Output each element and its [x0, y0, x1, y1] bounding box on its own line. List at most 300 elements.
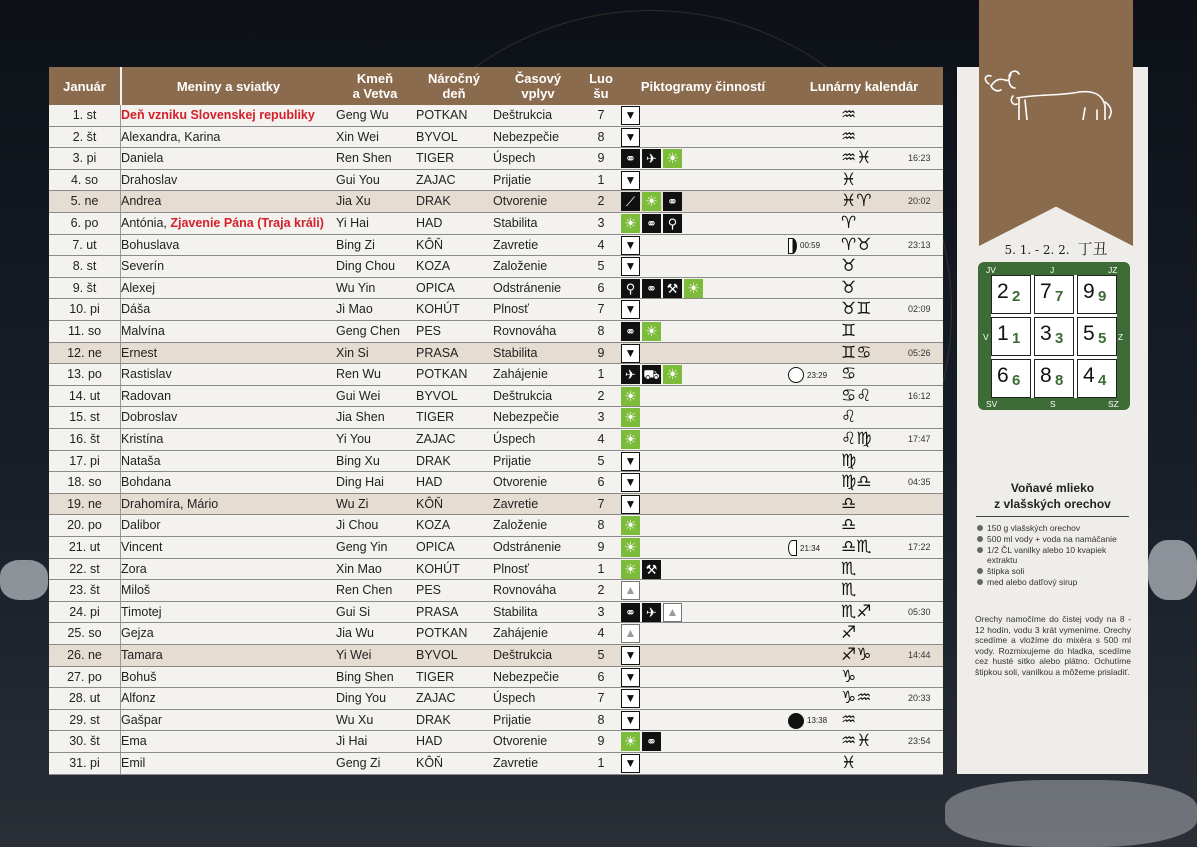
animal-cell: BYVOL — [416, 129, 458, 144]
table-row — [49, 451, 943, 473]
sun-icon: ☀ — [663, 149, 682, 168]
zodiac-sign: ♎♏ — [841, 537, 872, 557]
influence-cell: Plnosť — [493, 561, 529, 576]
day-cell: 23. št — [69, 583, 100, 598]
names-cell — [121, 451, 333, 473]
luo-cell: 1 — [597, 367, 605, 382]
dir-sv: SV — [986, 399, 998, 409]
zodiac-change-time: 14:44 — [908, 650, 931, 660]
luo-shu-base: 3 — [1040, 322, 1052, 345]
luo-cell: 9 — [597, 345, 605, 360]
rings-icon: ⚭ — [642, 732, 661, 751]
day-cell: 14. ut — [68, 388, 101, 403]
influence-cell: Založenie — [493, 518, 548, 533]
header-kmen: Kmeň a Vetva — [352, 71, 398, 101]
animal-cell: OPICA — [416, 540, 455, 554]
luo-cell: 4 — [597, 432, 605, 446]
name-text: Nataša — [121, 453, 161, 468]
animal-cell: ZAJAC — [416, 172, 456, 187]
luo-shu-star: 4 — [1098, 372, 1107, 389]
kmen-cell: Ren Wu — [336, 367, 381, 382]
table-row — [49, 472, 943, 494]
luo-cell: 7 — [597, 302, 605, 317]
zodiac-change-time: 05:26 — [908, 347, 931, 358]
name-text: Alexej — [121, 280, 156, 295]
ingredient-item: štipka soli — [975, 566, 1135, 576]
down-icon: ▼ — [621, 689, 640, 708]
pictogram-group — [621, 214, 682, 233]
date-range — [979, 238, 1133, 259]
moon-lq-icon — [788, 540, 797, 556]
pictogram-group — [621, 581, 640, 600]
dir-sz: SZ — [1108, 399, 1119, 409]
names-cell — [121, 191, 333, 213]
dir-j: J — [1050, 265, 1055, 275]
luo-cell: 1 — [597, 172, 605, 187]
luo-shu-star: 5 — [1098, 330, 1107, 347]
luo-shu-star: 7 — [1055, 288, 1064, 305]
names-cell — [121, 148, 333, 170]
names-cell — [121, 645, 333, 667]
ox-icon — [979, 0, 1133, 120]
animal-cell: ZAJAC — [416, 691, 456, 706]
day-cell: 13. po — [67, 367, 102, 382]
luo-shu-base: 8 — [1040, 364, 1052, 387]
luo-cell: 9 — [597, 540, 605, 554]
kmen-cell: Bing Zi — [336, 237, 375, 252]
day-cell: 24. pi — [69, 604, 100, 619]
hammer-icon: ⚒ — [642, 560, 661, 579]
table-row — [49, 148, 943, 170]
ingredient-item: med alebo datľový sirup — [975, 577, 1135, 587]
luo-cell: 7 — [597, 496, 605, 511]
table-row — [49, 515, 943, 537]
influence-cell: Rovnováha — [493, 583, 557, 598]
sun-icon: ☀ — [684, 279, 703, 298]
kmen-cell: Jia Wu — [336, 626, 374, 641]
influence-cell: Stabilita — [493, 604, 538, 619]
luo-shu-cell — [991, 275, 1031, 314]
day-cell: 27. po — [67, 669, 102, 684]
ring-icon: ⚲ — [663, 214, 682, 233]
sun-icon: ☀ — [663, 365, 682, 384]
zodiac-sign: ♈ — [841, 213, 857, 233]
moon-phase — [788, 236, 820, 256]
names-cell — [121, 710, 333, 732]
rings-icon: ⚭ — [642, 279, 661, 298]
luo-shu-grid — [978, 262, 1130, 410]
kmen-cell: Yi Hai — [336, 216, 369, 230]
star-symbol: 丁丑 — [1077, 240, 1108, 258]
name-text: Dobroslav — [121, 410, 178, 425]
sun-icon: ☀ — [621, 214, 640, 233]
header-narocny: Náročný deň — [427, 71, 481, 101]
names-cell — [121, 364, 333, 386]
pictogram-group — [621, 711, 640, 730]
kmen-cell: Wu Xu — [336, 712, 374, 727]
moon-phase — [788, 711, 827, 731]
luo-shu-base: 1 — [997, 322, 1009, 345]
zodiac-change-time: 20:33 — [908, 693, 931, 704]
table-row — [49, 278, 943, 300]
table-row — [49, 580, 943, 602]
influence-cell: Prijatie — [493, 453, 532, 468]
names-cell — [121, 494, 333, 516]
name-text: Daniela — [121, 151, 164, 166]
luo-cell: 8 — [597, 518, 605, 533]
up-icon: ▲ — [621, 581, 640, 600]
zodiac-sign: ♊ — [841, 321, 857, 341]
zodiac-sign: ♒ — [841, 126, 857, 147]
luo-shu-star: 8 — [1055, 372, 1064, 389]
luo-cell: 8 — [597, 712, 605, 727]
table-row — [49, 256, 943, 278]
animal-cell: POTKAN — [416, 626, 468, 641]
name-text: Alfonz — [121, 691, 156, 706]
sun-icon: ☀ — [621, 538, 640, 557]
influence-cell: Zahájenie — [493, 367, 548, 382]
truck-icon: ⛟ — [643, 367, 660, 383]
influence-cell: Zavretie — [493, 237, 539, 252]
name-text: Vincent — [121, 540, 163, 554]
day-cell: 4. so — [70, 172, 99, 187]
table-row — [49, 191, 943, 213]
zodiac-change-time: 04:35 — [908, 477, 931, 488]
animal-cell: PES — [416, 324, 442, 338]
influence-cell: Zavretie — [493, 496, 539, 511]
table-row — [49, 559, 943, 581]
table-row — [49, 602, 943, 624]
luo-shu-cells — [991, 275, 1117, 398]
recipe-divider — [976, 516, 1129, 517]
names-cell — [121, 429, 333, 451]
luo-shu-star: 2 — [1012, 288, 1021, 305]
up-icon: ▲ — [663, 603, 682, 622]
down-icon: ▼ — [621, 236, 640, 255]
luo-cell: 2 — [597, 583, 605, 598]
name-text: Bohdana — [121, 475, 172, 490]
moon-phase-time: 00:59 — [800, 241, 821, 251]
moon-fq-icon — [788, 238, 797, 254]
name-text: Rastislav — [121, 367, 172, 382]
down-icon: ▼ — [621, 171, 640, 190]
animal-cell: ZAJAC — [416, 432, 456, 446]
luo-cell: 9 — [597, 734, 605, 749]
sun-icon: ☀ — [621, 430, 640, 449]
sun-icon: ☀ — [621, 732, 640, 751]
kmen-cell: Geng Chen — [336, 324, 400, 338]
zodiac-sign: ♑♒ — [841, 688, 872, 709]
animal-cell: HAD — [416, 216, 443, 230]
luo-shu-cell — [1034, 359, 1074, 398]
luo-shu-base: 9 — [1083, 280, 1095, 303]
influence-cell: Odstránenie — [493, 280, 562, 295]
name-text: Gejza — [121, 626, 154, 641]
luo-cell: 3 — [597, 216, 605, 230]
pictogram-group — [621, 473, 640, 492]
day-cell: 9. št — [72, 280, 97, 295]
luo-shu-star: 3 — [1055, 330, 1064, 347]
names-cell — [121, 623, 333, 645]
zodiac-sign: ♍ — [841, 450, 857, 471]
zodiac-sign: ♉ — [841, 256, 857, 277]
influence-cell: Rovnováha — [493, 324, 557, 338]
table-row — [49, 364, 943, 386]
pictogram-group — [621, 192, 682, 211]
pictogram-group — [621, 624, 640, 643]
name-text: Drahomíra, Mário — [121, 496, 219, 511]
luo-shu-base: 6 — [997, 364, 1009, 387]
zodiac-sign: ♐ — [841, 623, 857, 644]
names-cell — [121, 213, 333, 235]
animal-cell: BYVOL — [416, 388, 458, 403]
table-row — [49, 127, 943, 149]
names-cell — [121, 559, 333, 581]
luo-shu-cell — [991, 359, 1031, 398]
sun-icon: ☀ — [621, 387, 640, 406]
animal-cell: POTKAN — [416, 108, 468, 122]
day-cell: 1. st — [72, 108, 97, 122]
zodiac-sign: ♋ — [841, 364, 857, 385]
luo-cell: 6 — [597, 280, 605, 295]
day-cell: 17. pi — [69, 453, 100, 468]
header-casovy: Časový vplyv — [514, 71, 562, 101]
down-icon: ▼ — [621, 300, 640, 319]
names-cell — [121, 688, 333, 710]
zodiac-sign: ♉ — [841, 277, 857, 298]
zodiac-change-time: 23:54 — [908, 736, 931, 747]
moon-phase-time: 13:38 — [807, 716, 828, 726]
names-cell — [121, 256, 333, 278]
day-cell: 28. ut — [68, 691, 101, 706]
sun-icon: ☀ — [621, 408, 640, 427]
kmen-cell: Ding Hai — [336, 475, 384, 490]
animal-cell: PRASA — [416, 345, 459, 360]
pictogram-group — [621, 279, 703, 298]
animal-cell: TIGER — [416, 669, 455, 684]
day-cell: 19. ne — [67, 496, 102, 511]
dir-jv: JV — [986, 265, 996, 275]
names-cell — [121, 602, 333, 624]
kmen-cell: Yi Wei — [336, 648, 372, 662]
name-text: Timotej — [121, 604, 162, 619]
pictogram-group — [621, 430, 640, 449]
names-cell — [121, 343, 333, 365]
kmen-cell: Ji Mao — [336, 302, 373, 317]
animal-cell: OPICA — [416, 280, 455, 295]
table-row — [49, 321, 943, 343]
names-cell — [121, 235, 333, 257]
day-cell: 18. so — [67, 475, 102, 490]
influence-cell: Prijatie — [493, 172, 532, 187]
luo-cell: 9 — [597, 151, 605, 166]
table-row — [49, 753, 943, 775]
day-cell: 15. st — [69, 410, 100, 425]
down-icon: ▼ — [621, 668, 640, 687]
zodiac-sign: ♒♓ — [841, 148, 872, 169]
down-icon: ▼ — [621, 754, 640, 773]
header-luosu: Luo šu — [589, 71, 613, 101]
pictogram-group — [621, 322, 661, 341]
luo-cell: 8 — [597, 324, 605, 338]
name-text: Severín — [121, 259, 165, 274]
moon-phase — [788, 365, 827, 385]
down-icon: ▼ — [621, 473, 640, 492]
names-cell — [121, 515, 333, 537]
influence-cell: Nebezpečie — [493, 129, 560, 144]
pictogram-group — [621, 754, 640, 773]
zodiac-sign: ♏♐ — [841, 601, 872, 622]
luo-cell: 4 — [597, 237, 605, 252]
table-row — [49, 688, 943, 710]
kmen-cell: Ding Chou — [336, 259, 396, 274]
zodiac-sign: ♓ — [841, 753, 857, 773]
zodiac-change-time: 20:02 — [908, 196, 931, 207]
holiday-text: Deň vzniku Slovenskej republiky — [121, 108, 315, 122]
zodiac-change-time: 17:22 — [908, 542, 931, 552]
header-month: Január — [63, 78, 106, 94]
influence-cell: Odstránenie — [493, 540, 562, 554]
zodiac-sign: ♒ — [841, 105, 857, 125]
day-cell: 16. št — [69, 432, 100, 446]
names-cell — [121, 537, 333, 559]
header-lunar: Lunárny kalendár — [809, 78, 919, 94]
luo-cell: 2 — [597, 388, 605, 403]
down-icon: ▼ — [621, 711, 640, 730]
names-cell — [121, 278, 333, 300]
kmen-cell: Ji Chou — [336, 518, 379, 533]
kmen-cell: Ding You — [336, 691, 387, 706]
kmen-cell: Ren Chen — [336, 583, 393, 598]
table-row — [49, 386, 943, 408]
ingredient-item: 150 g vlašských orechov — [975, 523, 1135, 533]
influence-cell: Prijatie — [493, 712, 532, 727]
table-row — [49, 537, 943, 559]
animal-cell: TIGER — [416, 151, 455, 166]
table-row — [49, 710, 943, 732]
influence-cell: Nebezpečie — [493, 669, 560, 684]
influence-cell: Založenie — [493, 259, 548, 274]
zodiac-sign: ♈♉ — [841, 234, 872, 255]
zodiac-change-time: 16:23 — [908, 153, 931, 164]
kmen-cell: Geng Wu — [336, 108, 389, 122]
table-row — [49, 429, 943, 451]
recipe-title — [960, 480, 1145, 512]
kmen-cell: Geng Zi — [336, 756, 381, 770]
snow-decor — [945, 780, 1197, 847]
pictogram-group — [621, 668, 640, 687]
influence-cell: Stabilita — [493, 345, 538, 360]
rings-icon: ⚭ — [642, 214, 661, 233]
name-text: Alexandra, Karina — [121, 129, 221, 144]
luo-cell: 3 — [597, 604, 605, 619]
pictogram-group — [621, 603, 682, 622]
rings-icon: ⚭ — [663, 192, 682, 211]
animal-cell: KOHÚT — [416, 302, 460, 317]
rings-icon: ⚭ — [621, 603, 640, 622]
rings-icon: ⚭ — [621, 322, 640, 341]
zodiac-sign: ♌♍ — [841, 429, 872, 449]
sun-icon: ☀ — [621, 560, 640, 579]
table-row — [49, 170, 943, 192]
kmen-cell: Xin Wei — [336, 129, 379, 144]
pictogram-group — [621, 560, 661, 579]
recipe-title-line1: Voňavé mlieko — [1010, 481, 1095, 495]
influence-cell: Zavretie — [493, 756, 539, 770]
day-cell: 11. so — [67, 324, 102, 338]
day-cell: 7. ut — [72, 237, 97, 252]
day-cell: 10. pi — [69, 302, 100, 317]
day-cell: 20. po — [67, 518, 102, 533]
kmen-cell: Ji Hai — [336, 734, 368, 749]
luo-shu-star: 6 — [1012, 372, 1021, 389]
luo-shu-star: 9 — [1098, 288, 1107, 305]
zodiac-sign: ♏ — [841, 558, 857, 579]
table-row — [49, 623, 943, 645]
plane-icon: ✈ — [621, 365, 640, 384]
pictogram-group — [621, 257, 640, 276]
pictogram-group — [621, 538, 640, 557]
name-text: Emil — [121, 756, 146, 770]
luo-cell: 5 — [597, 453, 605, 468]
moon-phase — [788, 538, 820, 558]
influence-cell: Otvorenie — [493, 194, 548, 209]
names-cell — [121, 170, 333, 192]
day-cell: 21. ut — [68, 540, 101, 554]
table-row — [49, 407, 943, 429]
influence-cell: Deštrukcia — [493, 108, 553, 122]
moon-phase-time: 21:34 — [800, 543, 821, 553]
plane-icon: ✈ — [642, 603, 661, 622]
kmen-cell: Jia Shen — [336, 410, 385, 425]
day-cell: 6. po — [70, 216, 99, 230]
dir-jz: JZ — [1108, 265, 1118, 275]
table-row — [49, 731, 943, 753]
luo-cell: 1 — [597, 561, 605, 576]
zodiac-sign: ♍♎ — [841, 472, 872, 493]
influence-cell: Úspech — [493, 691, 536, 706]
ingredients-list — [975, 523, 1135, 588]
pictogram-group — [621, 106, 640, 125]
zodiac-sign: ♏ — [841, 580, 857, 601]
influence-cell: Otvorenie — [493, 475, 548, 490]
dir-s: S — [1050, 399, 1056, 409]
sun-icon: ☀ — [642, 192, 661, 211]
date-range-text: 5. 1. - 2. 2. — [1004, 243, 1070, 257]
luo-shu-cell — [1077, 359, 1117, 398]
day-cell: 2. št — [72, 129, 97, 144]
animal-cell: HAD — [416, 734, 443, 749]
kmen-cell: Geng Yin — [336, 540, 388, 554]
name-text: Tamara — [121, 648, 163, 662]
name-text: Malvína — [121, 324, 165, 338]
kmen-cell: Wu Zi — [336, 496, 369, 511]
animal-cell: KOZA — [416, 259, 451, 274]
zodiac-sign: ♌ — [841, 407, 857, 428]
name-text: Zora — [121, 561, 147, 576]
day-cell: 8. st — [72, 259, 97, 274]
kmen-cell: Gui You — [336, 172, 380, 187]
luo-cell: 4 — [597, 626, 605, 641]
animal-cell: TIGER — [416, 410, 455, 425]
zodiac-change-time: 05:30 — [908, 606, 931, 617]
holiday-text: Zjavenie Pána (Traja králi) — [170, 216, 324, 230]
row-line — [49, 774, 943, 775]
pictogram-group — [621, 732, 661, 751]
luo-shu-cell — [1077, 317, 1117, 356]
pictogram-group — [621, 646, 640, 665]
luo-shu-base: 2 — [997, 280, 1009, 303]
